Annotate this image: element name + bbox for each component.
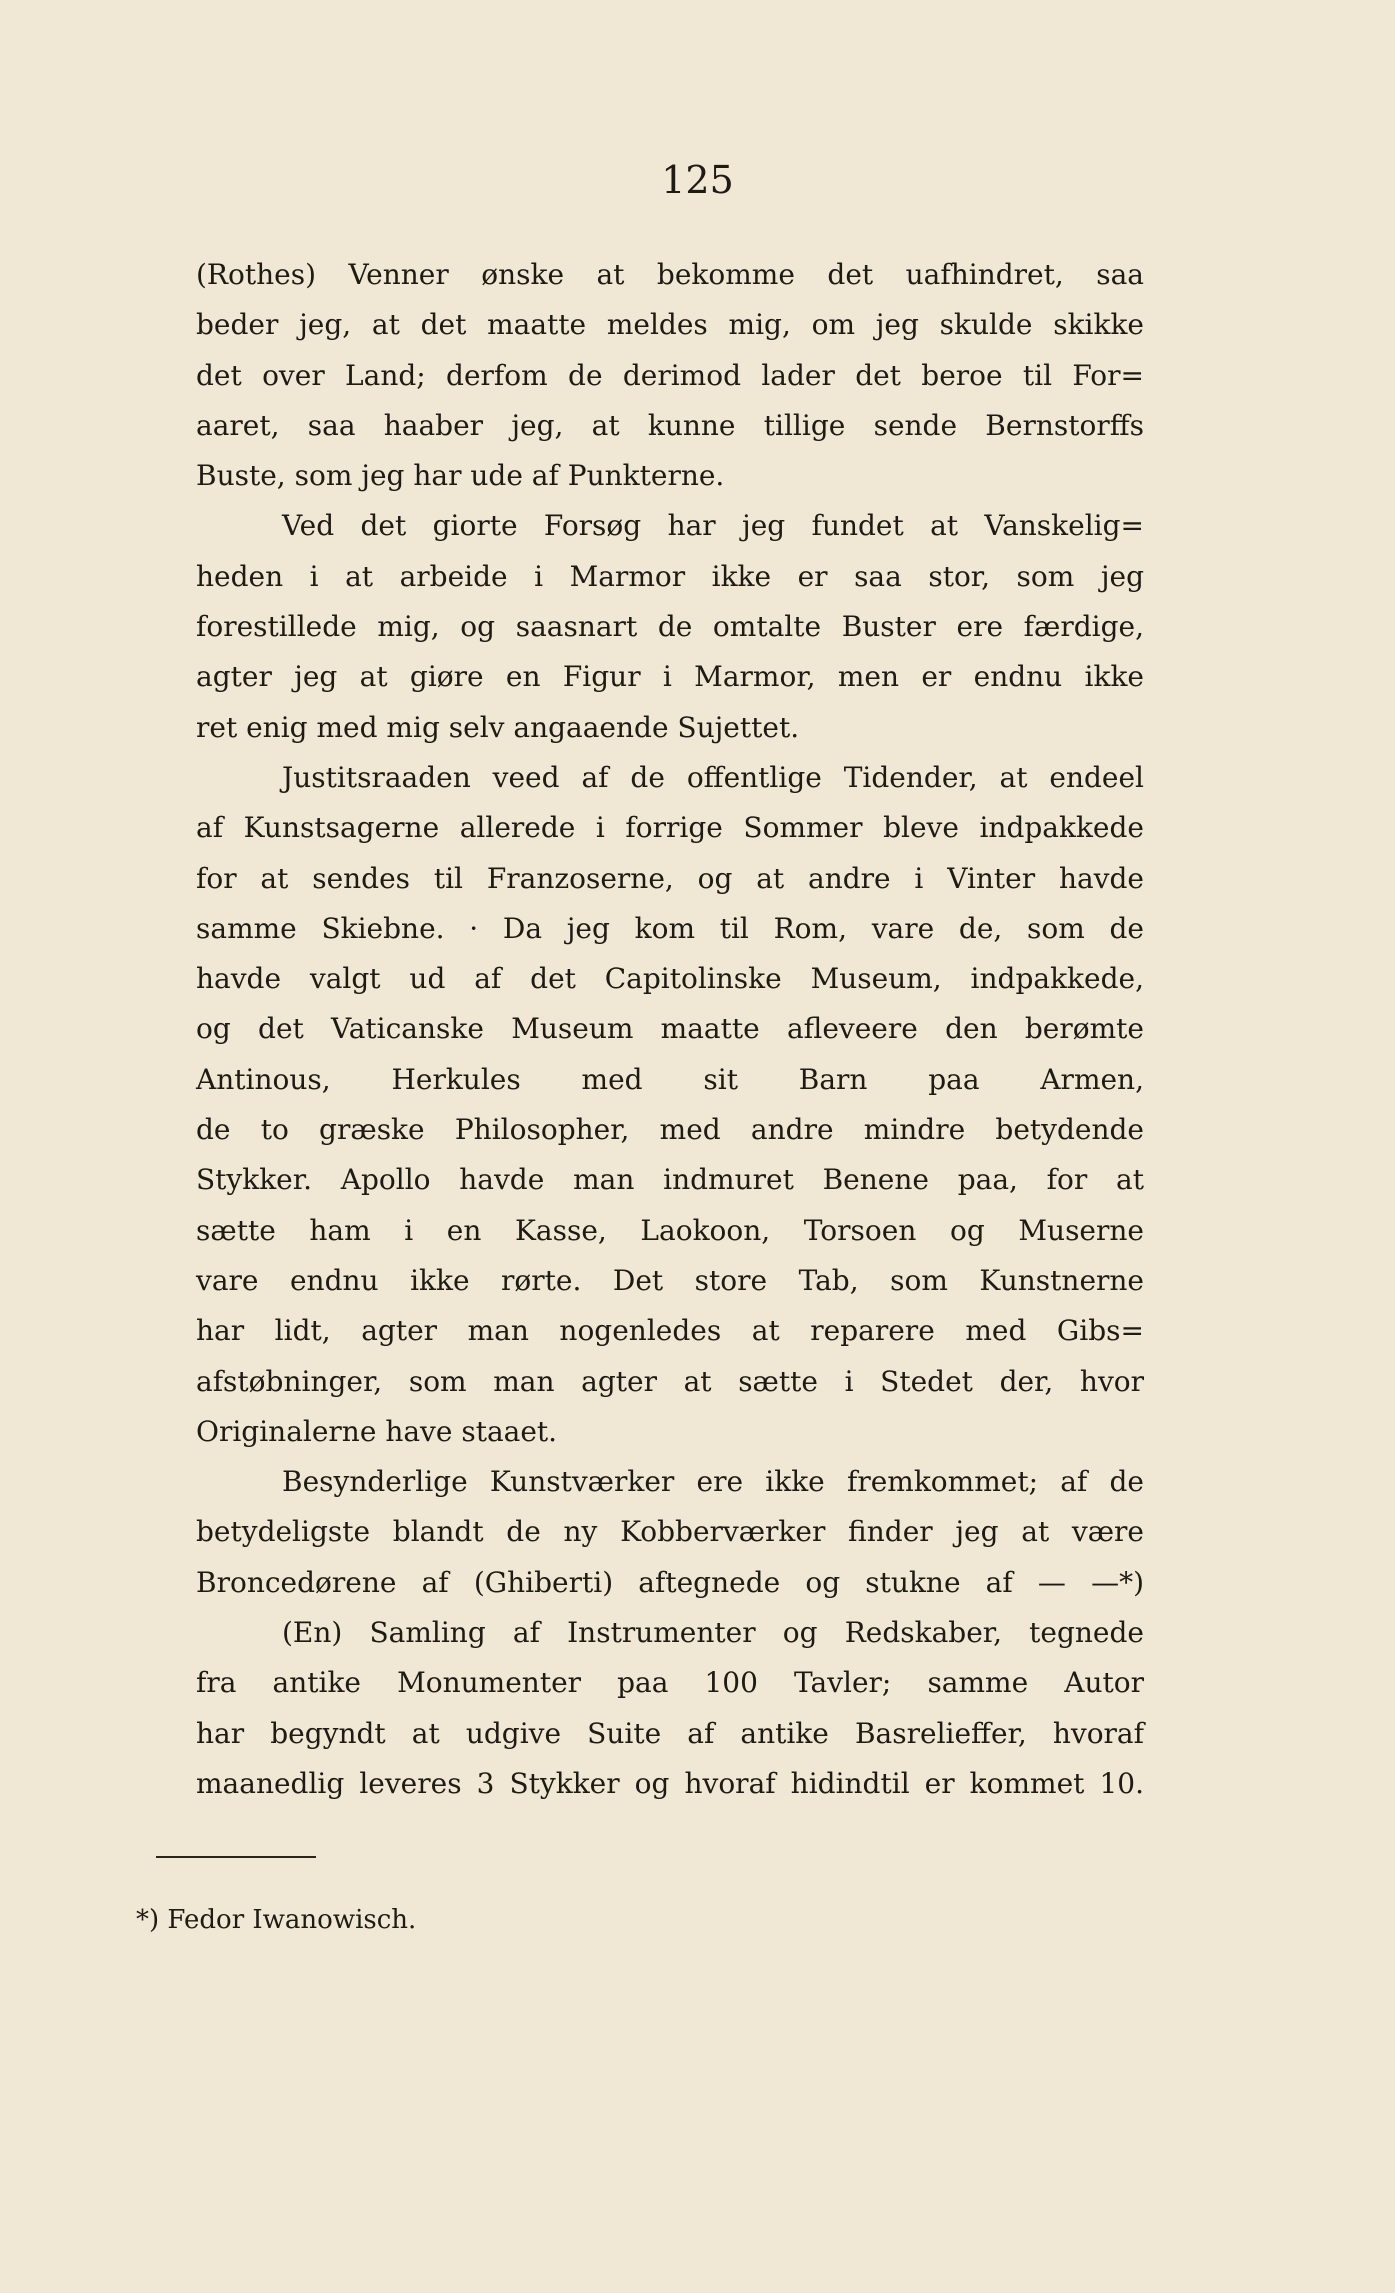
text-line: aaret, saa haaber jeg, at kunne tillige sende Bernstorffs [196, 408, 1144, 442]
text-line: agter jeg at giøre en Figur i Marmor, men er endnu ikke [196, 660, 1144, 694]
text-line: af Kunstsagerne allerede i forrige Sommer bleve indpakkede [196, 811, 1144, 845]
text-line: og det Vaticanske Museum maatte afleveere den berømte [196, 1012, 1144, 1046]
text-line: afstøbninger, som man agter at sætte i Stedet der, hvor [196, 1364, 1144, 1398]
text-line: de to græske Philosopher, med andre mindre betydende [196, 1113, 1144, 1147]
text-line: Justitsraaden veed af de offentlige Tidender, at endeel [282, 760, 1144, 794]
text-line: samme Skiebne. · Da jeg kom til Rom, vare de, som de [196, 911, 1144, 945]
footnote: *) Fedor Iwanowisch. [136, 1905, 417, 1935]
text-line: forestillede mig, og saasnart de omtalte Buster ere færdige, [196, 610, 1144, 644]
text-line: det over Land; derfom de derimod lader det beroe til For= [196, 358, 1144, 392]
text-line: Ved det giorte Forsøg har jeg fundet at Vanskelig= [282, 509, 1144, 543]
text-line: Besynderlige Kunstværker ere ikke fremkommet; af de [282, 1465, 1144, 1499]
text-line: Originalerne have staaet. [196, 1414, 558, 1448]
text-line: ret enig med mig selv angaaende Sujettet. [196, 710, 800, 744]
text-line: Broncedørene af (Ghiberti) aftegnede og stukne af — —*) [196, 1565, 1144, 1599]
text-line: Stykker. Apollo havde man indmuret Benene paa, for at [196, 1163, 1144, 1197]
page-number: 125 [661, 158, 734, 202]
text-line: for at sendes til Franzoserne, og at andre i Vinter havde [196, 861, 1144, 895]
body-text [196, 250, 1144, 1809]
text-line: betydeligste blandt de ny Kobberværker finder jeg at være [196, 1515, 1144, 1549]
text-line: sætte ham i en Kasse, Laokoon, Torsoen og Muserne [196, 1213, 1144, 1247]
text-line: Antinous, Herkules med sit Barn paa Armen, [196, 1062, 1144, 1096]
text-line: maanedlig leveres 3 Stykker og hvoraf hidindtil er kommet 10. [196, 1766, 1144, 1800]
text-line: har begyndt at udgive Suite af antike Basrelieffer, hvoraf [196, 1716, 1144, 1750]
text-line: vare endnu ikke rørte. Det store Tab, som Kunstnerne [196, 1263, 1144, 1297]
text-line: heden i at arbeide i Marmor ikke er saa stor, som jeg [196, 559, 1144, 593]
footnote-divider [156, 1856, 316, 1858]
text-line: har lidt, agter man nogenledes at reparere med Gibs= [196, 1314, 1144, 1348]
text-line: havde valgt ud af det Capitolinske Museum, indpakkede, [196, 962, 1144, 996]
text-line: Buste, som jeg har ude af Punkterne. [196, 459, 725, 493]
text-line: beder jeg, at det maatte meldes mig, om jeg skulde skikke [196, 308, 1144, 342]
text-line: fra antike Monumenter paa 100 Tavler; samme Autor [196, 1666, 1144, 1700]
text-line: (En) Samling af Instrumenter og Redskaber, tegnede [282, 1616, 1144, 1650]
text-line: (Rothes) Venner ønske at bekomme det uafhindret, saa [196, 258, 1144, 291]
